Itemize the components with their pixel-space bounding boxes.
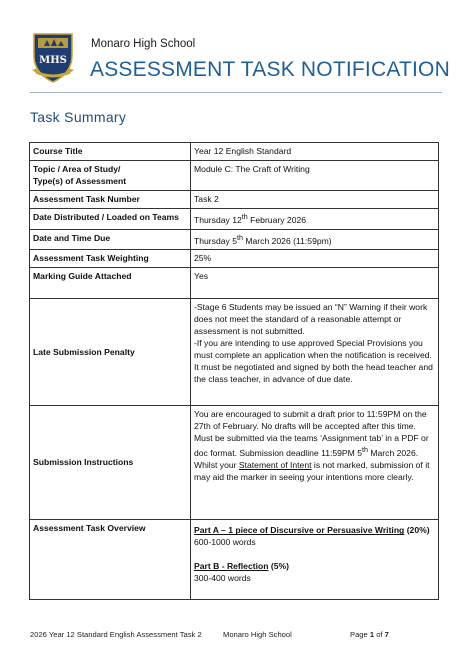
table-row: [30, 229, 439, 250]
table-row: [30, 299, 439, 406]
late-penalty-value: [191, 299, 439, 406]
overview-label: Assessment Task Overview: [30, 520, 191, 600]
part-a-words: 600-1000 words: [194, 537, 256, 548]
task-summary-table: [29, 142, 439, 600]
svg-text:MHS: MHS: [39, 55, 67, 66]
late-penalty-para-1: -Stage 6 Students may be issued an “N” Warning if their work does not meet the standard of a reasonable attempt or assessment is not submitted.: [194, 302, 428, 337]
date-distributed-label: Date Distributed / Loaded on Teams: [30, 208, 191, 229]
page-header: [0, 0, 474, 100]
late-penalty-label: Late Submission Penalty: [30, 299, 191, 406]
part-b-heading: Part B - Reflection (5%): [194, 561, 290, 572]
table-row: [30, 406, 439, 520]
task-number-value: Task 2: [191, 190, 439, 208]
course-title-value: Year 12 English Standard: [191, 143, 439, 161]
submission-para-1: You are encouraged to submit a draft prior to 11:59PM on the 27th of February. No drafts will be accepted after this time.: [194, 409, 427, 432]
submission-value: [191, 406, 439, 520]
marking-guide-label: Marking Guide Attached: [30, 268, 191, 299]
topic-label: [30, 160, 191, 190]
school-crest-logo: [30, 30, 76, 84]
topic-value: Module C: The Craft of Writing: [191, 160, 439, 190]
topic-label-line1: Topic / Area of Study/: [33, 163, 121, 174]
late-penalty-para-2: -If you are intending to use approved Special Provisions you must complete an application when the notification is received. It must be negotiated and signed by both the head teacher and the class teacher, in advance of due date.: [194, 338, 433, 384]
part-a-heading: Part A – 1 piece of Discursive or Persuasive Writing (20%): [194, 525, 430, 536]
weighting-value: 25%: [191, 250, 439, 268]
submission-label: Submission Instructions: [30, 406, 191, 520]
table-row: [30, 520, 439, 600]
submission-para-2: Must be submitted via the teams ‘Assignment tab’ in a PDF or doc format. Submission deadline 11:59PM 5th March 2026.: [194, 433, 429, 459]
table-row: [30, 268, 439, 299]
table-row: [30, 190, 439, 208]
weighting-label: Assessment Task Weighting: [30, 250, 191, 268]
part-b-words: 300-400 words: [194, 573, 251, 584]
table-row: [30, 208, 439, 229]
footer-school-name: Monaro High School: [223, 630, 292, 639]
overview-value: [191, 520, 439, 600]
document-title: ASSESSMENT TASK NOTIFICATION: [90, 58, 450, 81]
task-number-label: Assessment Task Number: [30, 190, 191, 208]
table-row: [30, 143, 439, 161]
table-row: [30, 160, 439, 190]
section-heading: Task Summary: [30, 109, 127, 125]
footer-course-info: 2026 Year 12 Standard English Assessment Task 2: [30, 630, 202, 639]
footer-page-number: Page 1 of 7: [350, 630, 389, 639]
date-distributed-value: Thursday 12th February 2026: [191, 208, 439, 229]
marking-guide-value: Yes: [191, 268, 439, 299]
school-name: Monaro High School: [91, 38, 196, 50]
course-title-label: Course Title: [30, 143, 191, 161]
submission-para-3: Whilst your Statement of Intent is not marked, submission of it may aid the marker in seeing your intentions more clearly.: [194, 459, 430, 482]
table-row: [30, 250, 439, 268]
statement-of-intent-link[interactable]: Statement of Intent: [238, 459, 312, 470]
date-due-label: Date and Time Due: [30, 229, 191, 250]
topic-label-line2: Type(s) of Assessment: [33, 175, 127, 186]
header-divider: [30, 92, 442, 93]
date-due-value: Thursday 5th March 2026 (11:59pm): [191, 229, 439, 250]
